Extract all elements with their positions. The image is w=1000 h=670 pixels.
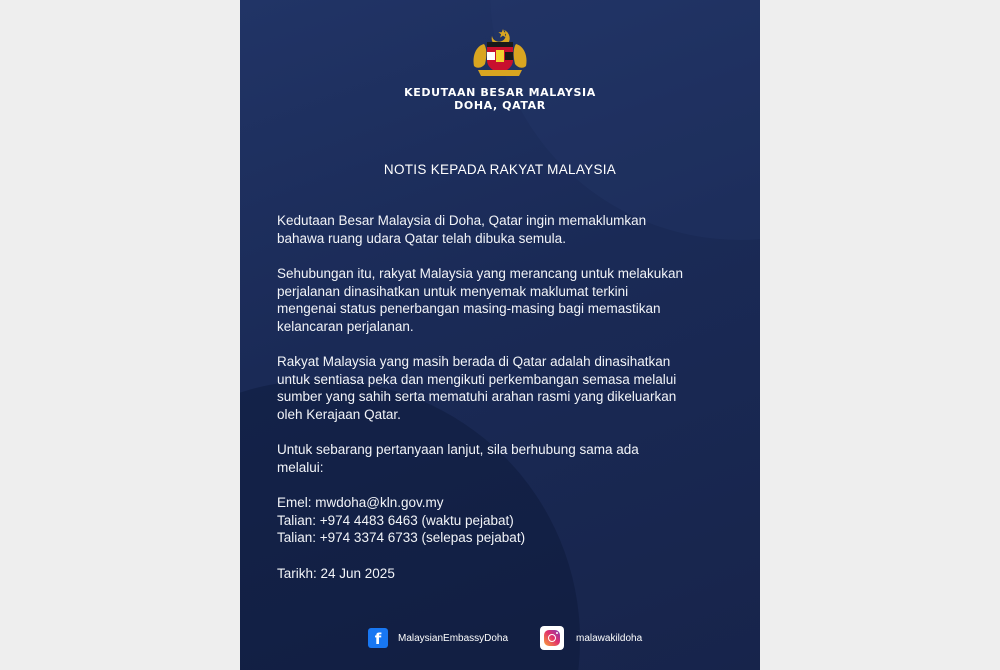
embassy-name: KEDUTAAN BESAR MALAYSIA: [404, 86, 596, 99]
paragraph-line: mengenai status penerbangan masing-masing bagi memastikan: [277, 301, 661, 316]
contact-phone-office[interactable]: Talian: +974 4483 6463 (waktu pejabat): [277, 512, 514, 528]
paragraph: [277, 441, 723, 476]
paragraph-line: perjalanan dinasihatkan untuk menyemak maklumat terkini: [277, 283, 629, 299]
notice-date: Tarikh: 24 Jun 2025: [277, 566, 395, 581]
notice-poster: [240, 0, 760, 670]
paragraph-line: Untuk sebarang pertanyaan lanjut, sila berhubung sama ada: [277, 442, 639, 457]
paragraph: [277, 265, 723, 335]
paragraph-line: sumber yang sahih serta mematuhi arahan rasmi yang dikeluarkan: [277, 389, 677, 404]
paragraph-line: kelancaran perjalanan.: [277, 318, 414, 334]
contact-email[interactable]: Emel: mwdoha@kln.gov.my: [277, 495, 444, 510]
instagram-handle: malawakildoha: [576, 632, 643, 644]
facebook-link[interactable]: [368, 627, 508, 649]
facebook-icon: f: [368, 628, 388, 648]
paragraph-line: untuk sentiasa peka dan mengikuti perkembangan semasa melalui: [277, 371, 677, 387]
paragraph-line: melalui:: [277, 459, 324, 475]
paragraph-line: Sehubungan itu, rakyat Malaysia yang merancang untuk melakukan: [277, 266, 683, 281]
paragraph-line: oleh Kerajaan Qatar.: [277, 406, 401, 422]
background-swoosh: [490, 0, 760, 240]
paragraph-line: bahawa ruang udara Qatar telah dibuka semula.: [277, 230, 566, 246]
paragraph-line: Rakyat Malaysia yang masih berada di Qatar adalah dinasihatkan: [277, 354, 671, 369]
contact-list: [277, 494, 723, 547]
embassy-location: DOHA, QATAR: [454, 99, 546, 112]
paragraph-line: Kedutaan Besar Malaysia di Doha, Qatar ingin memaklumkan: [277, 213, 647, 228]
malaysia-coat-of-arms-icon: [470, 26, 530, 78]
instagram-icon: [540, 626, 564, 650]
paragraph: [277, 212, 723, 247]
instagram-link[interactable]: [540, 627, 642, 649]
notice-title: NOTIS KEPADA RAKYAT MALAYSIA: [383, 162, 617, 177]
paragraph: [277, 353, 723, 423]
facebook-handle: MalaysianEmbassyDoha: [398, 632, 509, 644]
contact-phone-after-hours[interactable]: Talian: +974 3374 6733 (selepas pejabat): [277, 530, 526, 545]
